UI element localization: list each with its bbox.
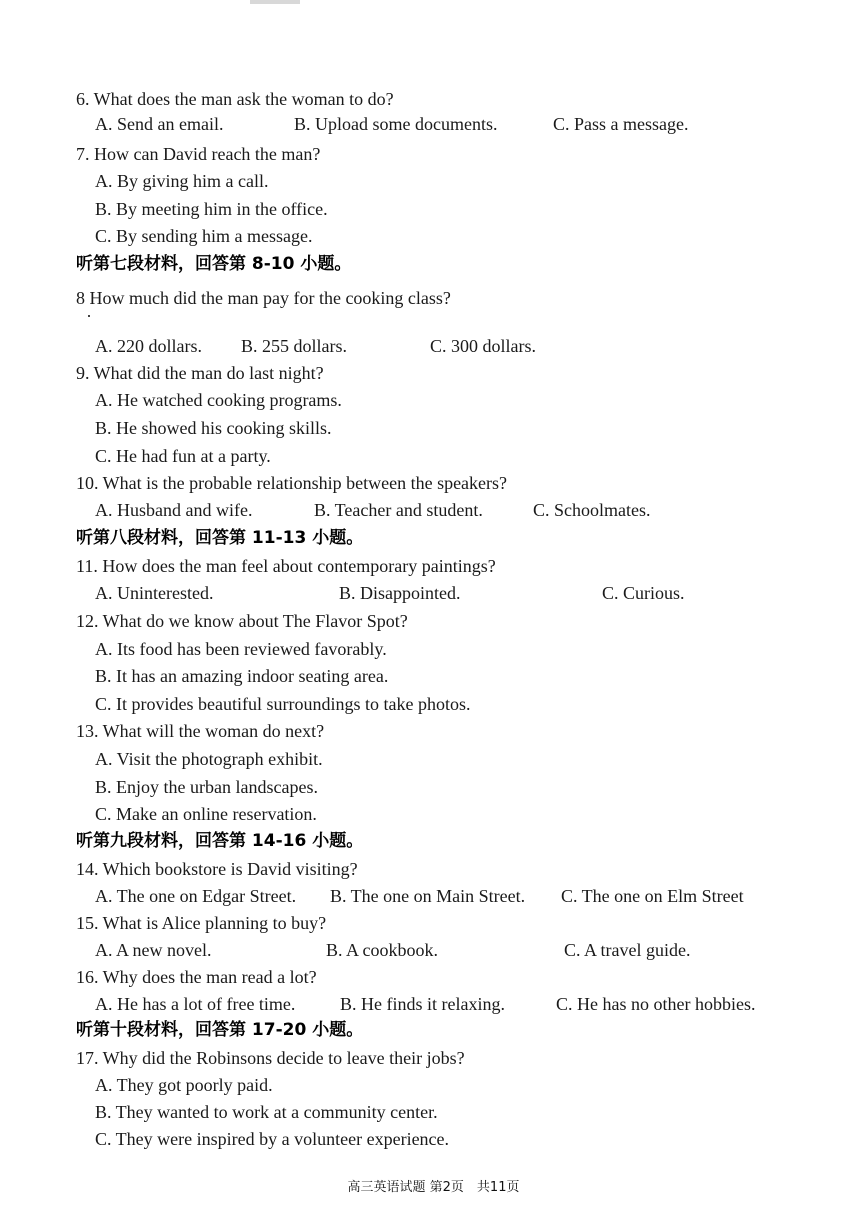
- answer-option: A. A new novel.: [95, 940, 212, 960]
- answer-option: C. He has no other hobbies.: [556, 994, 756, 1014]
- answer-option: C. Curious.: [602, 583, 685, 603]
- question-text: 8 How much did the man pay for the cooking class?: [76, 288, 451, 308]
- question-text: 6. What does the man ask the woman to do?: [76, 89, 394, 109]
- question-text: 14. Which bookstore is David visiting?: [76, 859, 358, 879]
- answer-option: B. He finds it relaxing.: [340, 994, 505, 1014]
- answer-option: A. He has a lot of free time.: [95, 994, 296, 1014]
- question-text: 12. What do we know about The Flavor Spot?: [76, 611, 408, 631]
- answer-option: A. Visit the photograph exhibit.: [95, 749, 323, 769]
- answer-option: A. The one on Edgar Street.: [95, 886, 297, 906]
- answer-option: C. They were inspired by a volunteer experience.: [95, 1129, 450, 1149]
- question-text: 17. Why did the Robinsons decide to leave their jobs?: [76, 1048, 465, 1068]
- question-text: 7. How can David reach the man?: [76, 144, 321, 164]
- answer-option: C. Pass a message.: [553, 114, 689, 134]
- answer-option: C. By sending him a message.: [95, 226, 313, 246]
- question-text: 15. What is Alice planning to buy?: [76, 913, 327, 933]
- section-heading: 听第八段材料，回答第 11-13 小题。: [76, 528, 364, 548]
- answer-option: B. The one on Main Street.: [330, 886, 526, 906]
- answer-option: B. It has an amazing indoor seating area.: [95, 666, 389, 686]
- answer-option: B. 255 dollars.: [241, 336, 347, 356]
- answer-option: B. He showed his cooking skills.: [95, 418, 332, 438]
- answer-option: A. By giving him a call.: [95, 171, 269, 191]
- answer-option: C. The one on Elm Street: [561, 886, 744, 906]
- scan-dot: [88, 315, 90, 317]
- answer-option: B. They wanted to work at a community center.: [95, 1102, 438, 1122]
- answer-option: A. Uninterested.: [95, 583, 214, 603]
- question-text: 16. Why does the man read a lot?: [76, 967, 317, 987]
- answer-option: A. Send an email.: [95, 114, 224, 134]
- answer-option: A. Its food has been reviewed favorably.: [95, 639, 387, 659]
- answer-option: B. Enjoy the urban landscapes.: [95, 777, 318, 797]
- question-text: 13. What will the woman do next?: [76, 721, 325, 741]
- section-heading: 听第十段材料，回答第 17-20 小题。: [76, 1020, 364, 1040]
- answer-option: B. Disappointed.: [339, 583, 461, 603]
- scan-artifact: [250, 0, 300, 4]
- answer-option: C. Make an online reservation.: [95, 804, 317, 824]
- answer-option: C. Schoolmates.: [533, 500, 651, 520]
- answer-option: B. A cookbook.: [326, 940, 439, 960]
- answer-option: A. He watched cooking programs.: [95, 390, 342, 410]
- page-footer: 高三英语试题 第2页 共11页: [347, 1180, 520, 1195]
- answer-option: A. 220 dollars.: [95, 336, 202, 356]
- answer-option: C. 300 dollars.: [430, 336, 536, 356]
- section-heading: 听第七段材料，回答第 8-10 小题。: [76, 254, 352, 274]
- answer-option: C. He had fun at a party.: [95, 446, 271, 466]
- question-text: 9. What did the man do last night?: [76, 363, 324, 383]
- section-heading: 听第九段材料，回答第 14-16 小题。: [76, 831, 364, 851]
- answer-option: B. By meeting him in the office.: [95, 199, 328, 219]
- answer-option: A. Husband and wife.: [95, 500, 253, 520]
- answer-option: C. It provides beautiful surroundings to take photos.: [95, 694, 471, 714]
- question-text: 10. What is the probable relationship between the speakers?: [76, 473, 508, 493]
- answer-option: B. Upload some documents.: [294, 114, 498, 134]
- question-text: 11. How does the man feel about contemporary paintings?: [76, 556, 496, 576]
- answer-option: A. They got poorly paid.: [95, 1075, 273, 1095]
- answer-option: C. A travel guide.: [564, 940, 691, 960]
- answer-option: B. Teacher and student.: [314, 500, 483, 520]
